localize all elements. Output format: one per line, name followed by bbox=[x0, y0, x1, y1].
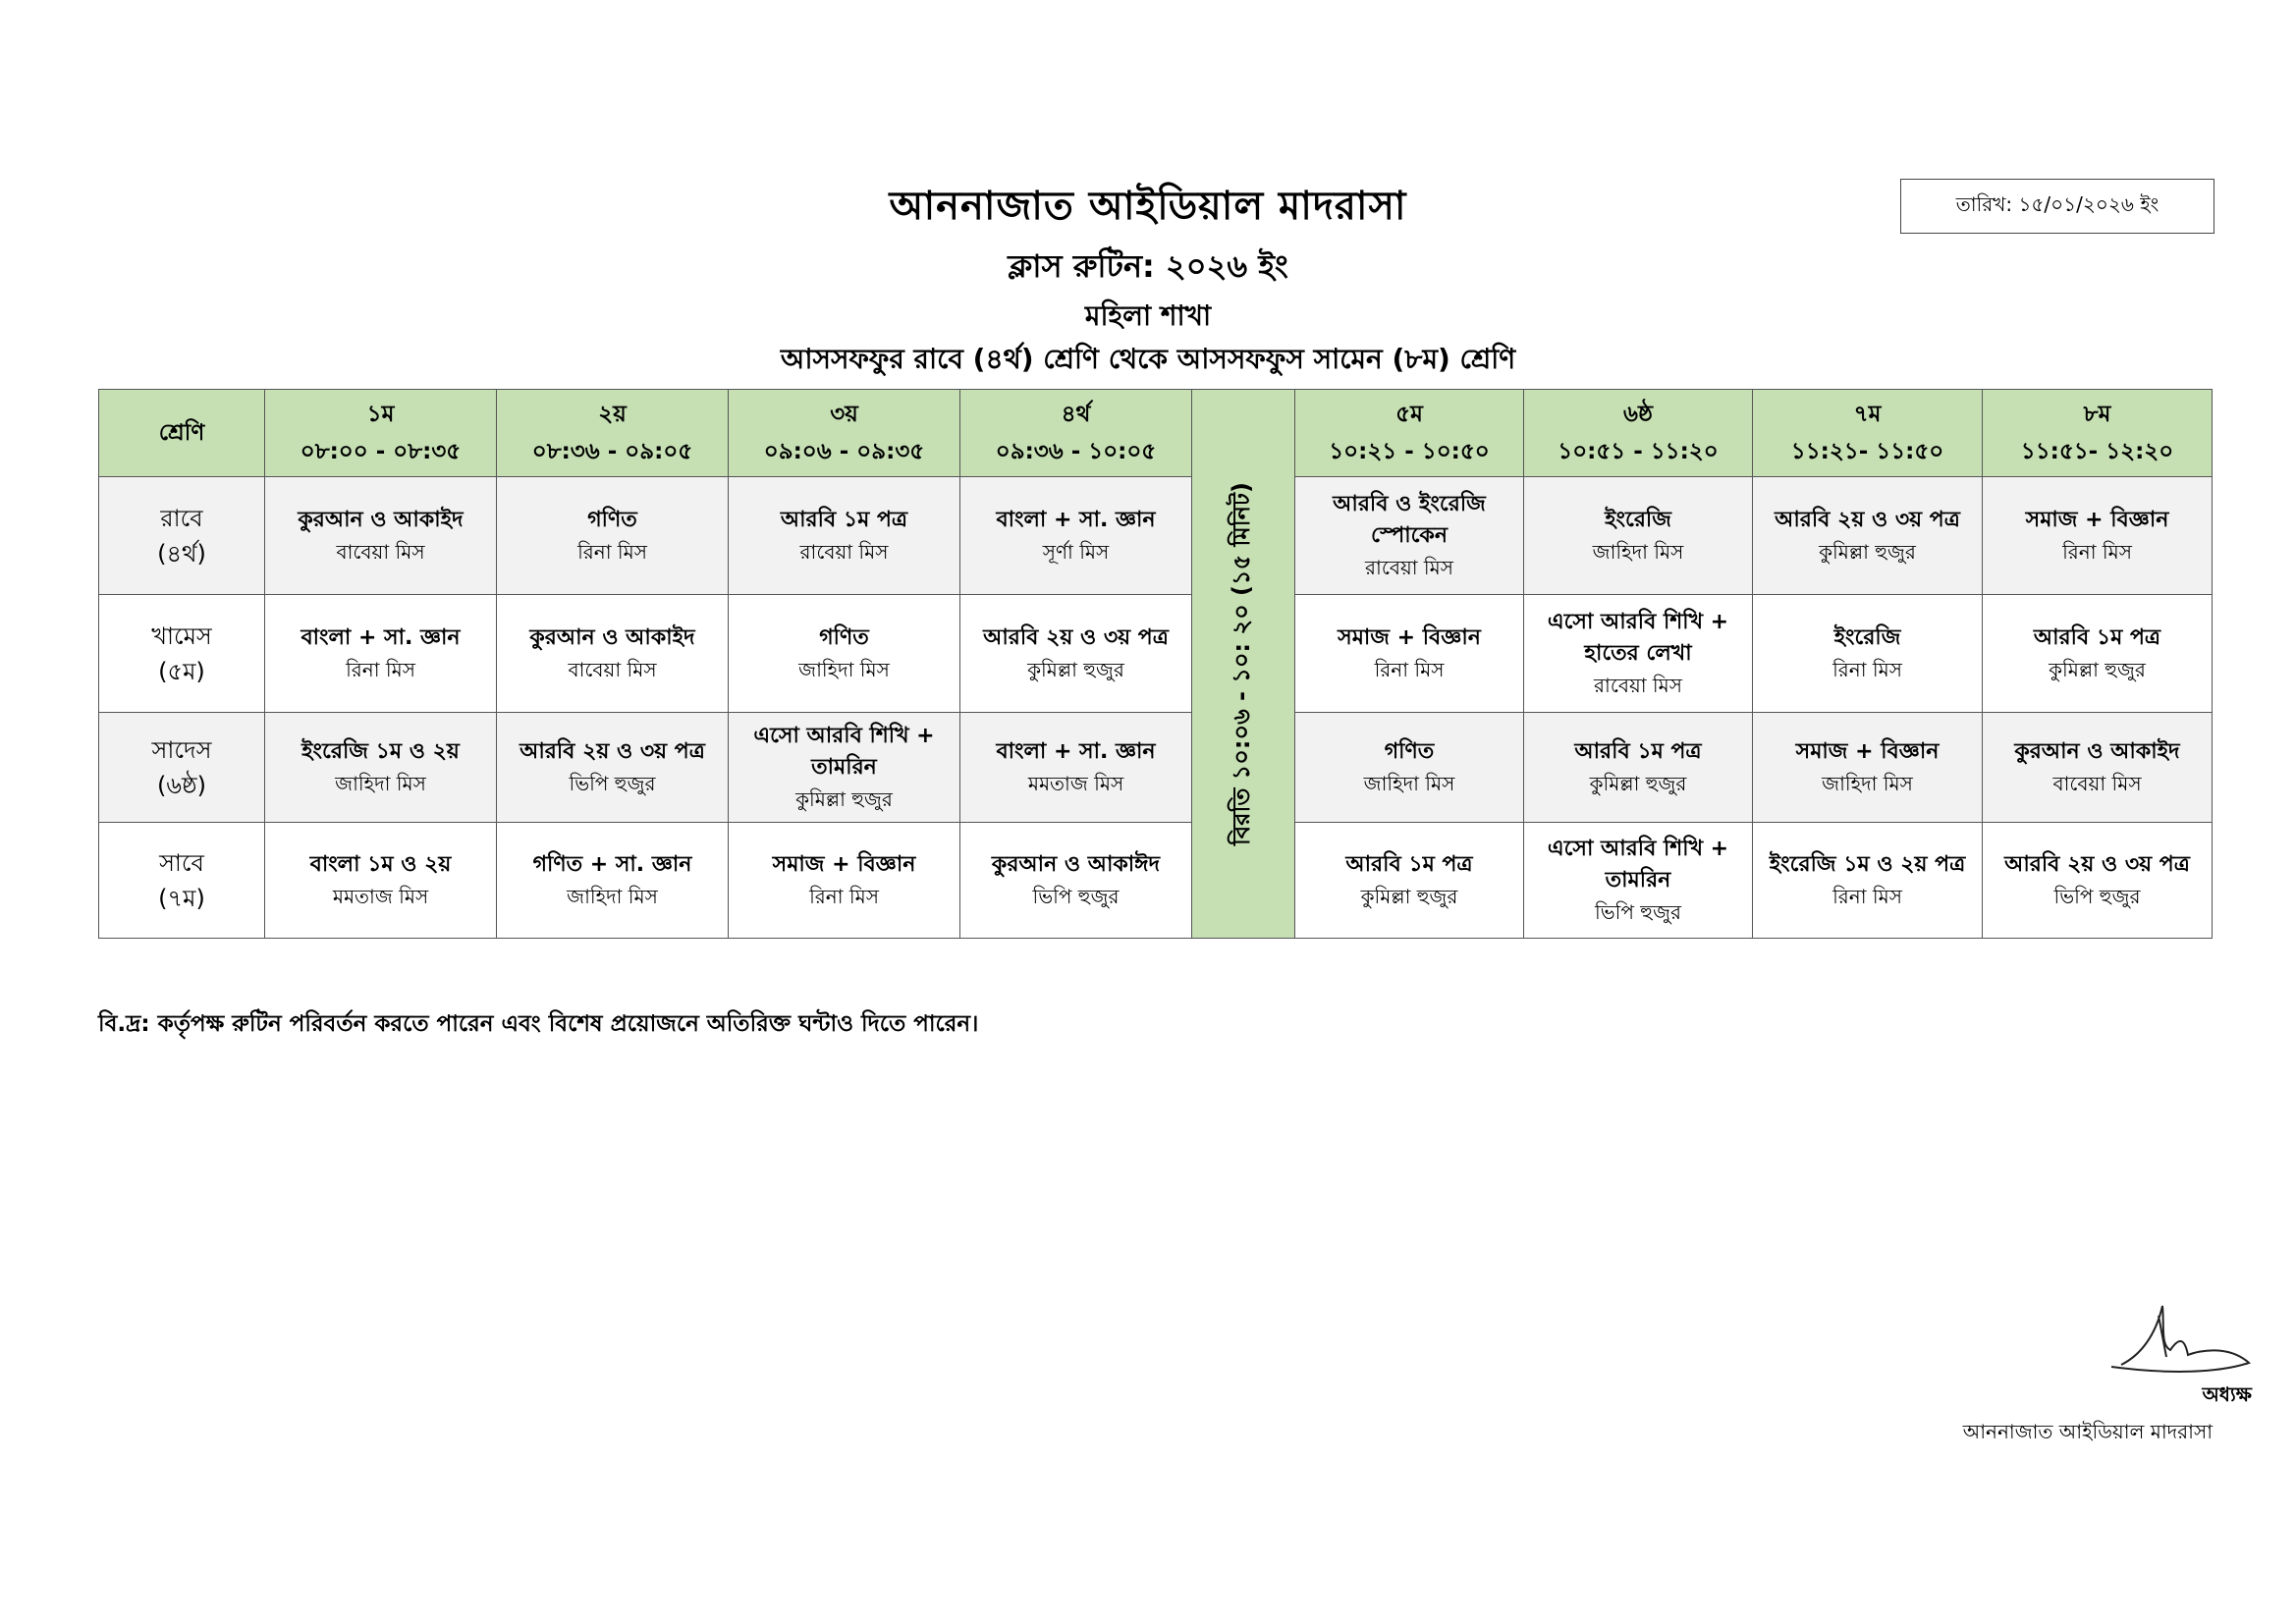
header-row bbox=[99, 390, 2213, 477]
routine-table bbox=[98, 389, 2213, 939]
teacher: জাহিদা মিস bbox=[567, 884, 658, 908]
teacher: রিনা মিস bbox=[1832, 884, 1902, 908]
subject: সমাজ + বিজ্ঞান bbox=[1338, 624, 1481, 650]
schedule-cell bbox=[1753, 823, 1983, 939]
subject: আরবি ও ইংরেজি স্পোকেন bbox=[1333, 491, 1486, 548]
period-time: ০৮:৩৬ - ০৯:০৫ bbox=[531, 439, 693, 464]
teacher: কুমিল্লা হুজুর bbox=[2049, 657, 2146, 681]
subject: বাংলা + সা. জ্ঞান bbox=[301, 624, 461, 650]
table-row bbox=[99, 595, 2213, 713]
class-name-cell bbox=[99, 823, 265, 939]
principal-title: অধ্যক্ষ bbox=[2202, 1382, 2252, 1406]
schedule-cell bbox=[729, 595, 960, 713]
period-time: ০৯:০৬ - ০৯:৩৫ bbox=[763, 439, 925, 464]
subject: বাংলা + সা. জ্ঞান bbox=[996, 507, 1156, 532]
subject: গণিত bbox=[587, 507, 637, 532]
teacher: কুমিল্লা হুজুর bbox=[1589, 771, 1687, 795]
period-header bbox=[729, 390, 960, 477]
period-name: ৫ম bbox=[1395, 402, 1423, 427]
teacher: রিনা মিস bbox=[809, 884, 879, 908]
schedule-cell bbox=[497, 823, 729, 939]
teacher: কুমিল্লা হুজুর bbox=[795, 786, 893, 811]
schedule-cell bbox=[729, 823, 960, 939]
class-level: (৫ম) bbox=[158, 657, 205, 685]
period-header bbox=[960, 390, 1192, 477]
teacher: রাবেয়া মিস bbox=[1365, 555, 1453, 579]
teacher: রিনা মিস bbox=[346, 657, 415, 681]
subject: এসো আরবি শিখি + তামরিন bbox=[1547, 836, 1729, 893]
subject: আরবি ১ম পত্র bbox=[2033, 624, 2161, 650]
period-header bbox=[1753, 390, 1983, 477]
teacher: জাহিদা মিস bbox=[1592, 539, 1684, 564]
branch-name: মহিলা শাখা bbox=[1084, 299, 1212, 332]
period-name: ১ম bbox=[366, 402, 395, 427]
period-time: ১০:৫১ - ১১:২০ bbox=[1558, 439, 1719, 464]
subject: সমাজ + বিজ্ঞান bbox=[2025, 507, 2169, 532]
subject: কুরআন ও আকাইদ bbox=[298, 507, 464, 532]
teacher: ভিপি হুজুর bbox=[2053, 884, 2141, 908]
class-column-header: শ্রেণি bbox=[99, 390, 265, 477]
subject: কুরআন ও আকাঈদ bbox=[991, 851, 1161, 877]
schedule-cell bbox=[1753, 713, 1983, 823]
period-name: ৪র্থ bbox=[1061, 402, 1091, 427]
period-time: ০৯:৩৬ - ১০:০৫ bbox=[995, 439, 1157, 464]
schedule-cell bbox=[265, 823, 497, 939]
schedule-cell bbox=[1295, 477, 1524, 595]
teacher: মমতাজ মিস bbox=[1027, 771, 1124, 795]
subject: ইংরেজি bbox=[1605, 507, 1671, 532]
subject: সমাজ + বিজ্ঞান bbox=[1795, 738, 1940, 764]
teacher: রিনা মিস bbox=[2062, 539, 2132, 564]
period-header bbox=[265, 390, 497, 477]
period-time: ১১:৫১- ১২:২০ bbox=[2020, 439, 2174, 464]
teacher: রাবেয়া মিস bbox=[799, 539, 889, 564]
subject: এসো আরবি শিখি + হাতের লেখা bbox=[1547, 609, 1729, 666]
schedule-cell bbox=[1983, 595, 2213, 713]
class-name: খামেস bbox=[151, 622, 212, 650]
schedule-cell bbox=[1983, 713, 2213, 823]
period-header bbox=[1295, 390, 1524, 477]
date-text: তারিখ: ১৫/০১/২০২৬ ইং bbox=[1955, 191, 2159, 216]
subject: গণিত bbox=[819, 624, 869, 650]
period-name: ৭ম bbox=[1853, 402, 1882, 427]
period-name: ৩য় bbox=[830, 402, 858, 427]
teacher: কুমিল্লা হুজুর bbox=[1027, 657, 1124, 681]
teacher: রিনা মিস bbox=[1374, 657, 1445, 681]
class-range: আসসফফুর রাবে (৪র্থ) শ্রেণি থেকে আসসফফুস সামেন (৮ম) শ্রেণি bbox=[780, 343, 1516, 375]
subject: এসো আরবি শিখি + তামরিন bbox=[753, 723, 935, 780]
teacher: ভিপি হুজুর bbox=[1595, 899, 1681, 924]
subject: ইংরেজি ১ম ও ২য় bbox=[301, 738, 460, 764]
schedule-cell bbox=[960, 595, 1192, 713]
subject: আরবি ২য় ও ৩য় পত্র bbox=[983, 624, 1169, 650]
period-time: ০৮:০০ - ০৮:৩৫ bbox=[300, 439, 462, 464]
schedule-cell bbox=[1524, 595, 1753, 713]
class-name: সাবে bbox=[159, 848, 204, 877]
subject: ইংরেজি bbox=[1833, 624, 1901, 650]
schedule-cell bbox=[1295, 823, 1524, 939]
subject: আরবি ২য় ও ৩য় পত্র bbox=[1775, 507, 1960, 532]
period-header bbox=[1524, 390, 1753, 477]
schedule-cell bbox=[960, 823, 1192, 939]
schedule-cell bbox=[729, 477, 960, 595]
subject: আরবি ১ম পত্র bbox=[1574, 738, 1702, 764]
teacher: কুমিল্লা হুজুর bbox=[1360, 884, 1458, 908]
break-label: বিরতি ১০:০৬ - ১০: ২০ (১৫ মিনিট) bbox=[1228, 482, 1255, 845]
table-row bbox=[99, 477, 2213, 595]
subject: গণিত bbox=[1384, 738, 1435, 764]
class-name: সাদেস bbox=[151, 735, 212, 764]
schedule-cell bbox=[497, 477, 729, 595]
subject: বাংলা + সা. জ্ঞান bbox=[996, 738, 1156, 764]
teacher: রিনা মিস bbox=[1832, 657, 1902, 681]
schedule-cell bbox=[265, 477, 497, 595]
subject: বাংলা ১ম ও ২য় bbox=[309, 851, 452, 877]
routine-subtitle: ক্লাস রুটিন: ২০২৬ ইং bbox=[1008, 247, 1288, 285]
period-header bbox=[497, 390, 729, 477]
break-column bbox=[1192, 390, 1295, 939]
subject: সমাজ + বিজ্ঞান bbox=[772, 851, 916, 877]
teacher: জাহিদা মিস bbox=[1822, 771, 1913, 795]
schedule-cell bbox=[1983, 823, 2213, 939]
schedule-cell bbox=[1295, 595, 1524, 713]
schedule-cell bbox=[1524, 823, 1753, 939]
signature-institution: আননাজাত আইডিয়াল মাদরাসা bbox=[1962, 1420, 2213, 1443]
teacher: বাবেয়া মিস bbox=[568, 657, 657, 681]
schedule-cell bbox=[1983, 477, 2213, 595]
class-name-cell bbox=[99, 713, 265, 823]
subject: গণিত + সা. জ্ঞান bbox=[532, 851, 692, 877]
schedule-cell bbox=[1524, 477, 1753, 595]
teacher: কুমিল্লা হুজুর bbox=[1819, 539, 1916, 564]
schedule-cell bbox=[960, 713, 1192, 823]
teacher: বাবেয়া মিস bbox=[336, 539, 425, 564]
schedule-cell bbox=[497, 713, 729, 823]
teacher: মমতাজ মিস bbox=[332, 884, 429, 908]
class-name-cell bbox=[99, 477, 265, 595]
date-box bbox=[1900, 179, 2214, 234]
schedule-cell bbox=[265, 713, 497, 823]
teacher: সূর্ণা মিস bbox=[1042, 539, 1110, 564]
subject: ইংরেজি ১ম ও ২য় পত্র bbox=[1769, 851, 1966, 877]
schedule-cell bbox=[1753, 477, 1983, 595]
class-level: (৪র্থ) bbox=[157, 539, 206, 568]
institution-title: আননাজাত আইডিয়াল মাদরাসা bbox=[889, 184, 1407, 229]
period-name: ৬ষ্ঠ bbox=[1623, 402, 1653, 427]
class-level: (৭ম) bbox=[158, 884, 205, 912]
subject: কুরআন ও আকাইদ bbox=[529, 624, 695, 650]
schedule-cell bbox=[1295, 713, 1524, 823]
class-name-cell bbox=[99, 595, 265, 713]
subject: আরবি ২য় ও ৩য় পত্র bbox=[519, 738, 705, 764]
teacher: জাহিদা মিস bbox=[798, 657, 890, 681]
class-name: রাবে bbox=[160, 504, 203, 532]
period-name: ২য় bbox=[598, 402, 627, 427]
table-row bbox=[99, 823, 2213, 939]
schedule-cell bbox=[497, 595, 729, 713]
schedule-cell bbox=[960, 477, 1192, 595]
table-row bbox=[99, 713, 2213, 823]
period-time: ১০:২১ - ১০:৫০ bbox=[1329, 439, 1490, 464]
period-header bbox=[1983, 390, 2213, 477]
teacher: রাবেয়া মিস bbox=[1594, 673, 1682, 697]
schedule-cell bbox=[1524, 713, 1753, 823]
teacher: ভিপি হুজুর bbox=[1032, 884, 1120, 908]
teacher: বাবেয়া মিস bbox=[2052, 771, 2142, 795]
subject: কুরআন ও আকাইদ bbox=[2014, 738, 2180, 764]
subject: আরবি ২য় ও ৩য় পত্র bbox=[2004, 851, 2190, 877]
period-time: ১১:২১- ১১:৫০ bbox=[1790, 439, 1944, 464]
class-level: (৬ষ্ঠ) bbox=[157, 771, 206, 799]
subject: আরবি ১ম পত্র bbox=[1345, 851, 1473, 877]
schedule-cell bbox=[729, 713, 960, 823]
teacher: জাহিদা মিস bbox=[1363, 771, 1455, 795]
footnote: বি.দ্র: কর্তৃপক্ষ রুটিন পরিবর্তন করতে পারেন এবং বিশেষ প্রয়োজনে অতিরিক্ত ঘন্টাও দিতে পারেন। bbox=[98, 1011, 979, 1037]
schedule-cell bbox=[265, 595, 497, 713]
teacher: ভিপি হুজুর bbox=[569, 771, 656, 795]
teacher: জাহিদা মিস bbox=[335, 771, 426, 795]
period-name: ৮ম bbox=[2083, 402, 2111, 427]
signature-mark bbox=[2102, 1296, 2259, 1384]
schedule-cell bbox=[1753, 595, 1983, 713]
subject: আরবি ১ম পত্র bbox=[780, 507, 908, 532]
teacher: রিনা মিস bbox=[577, 539, 647, 564]
